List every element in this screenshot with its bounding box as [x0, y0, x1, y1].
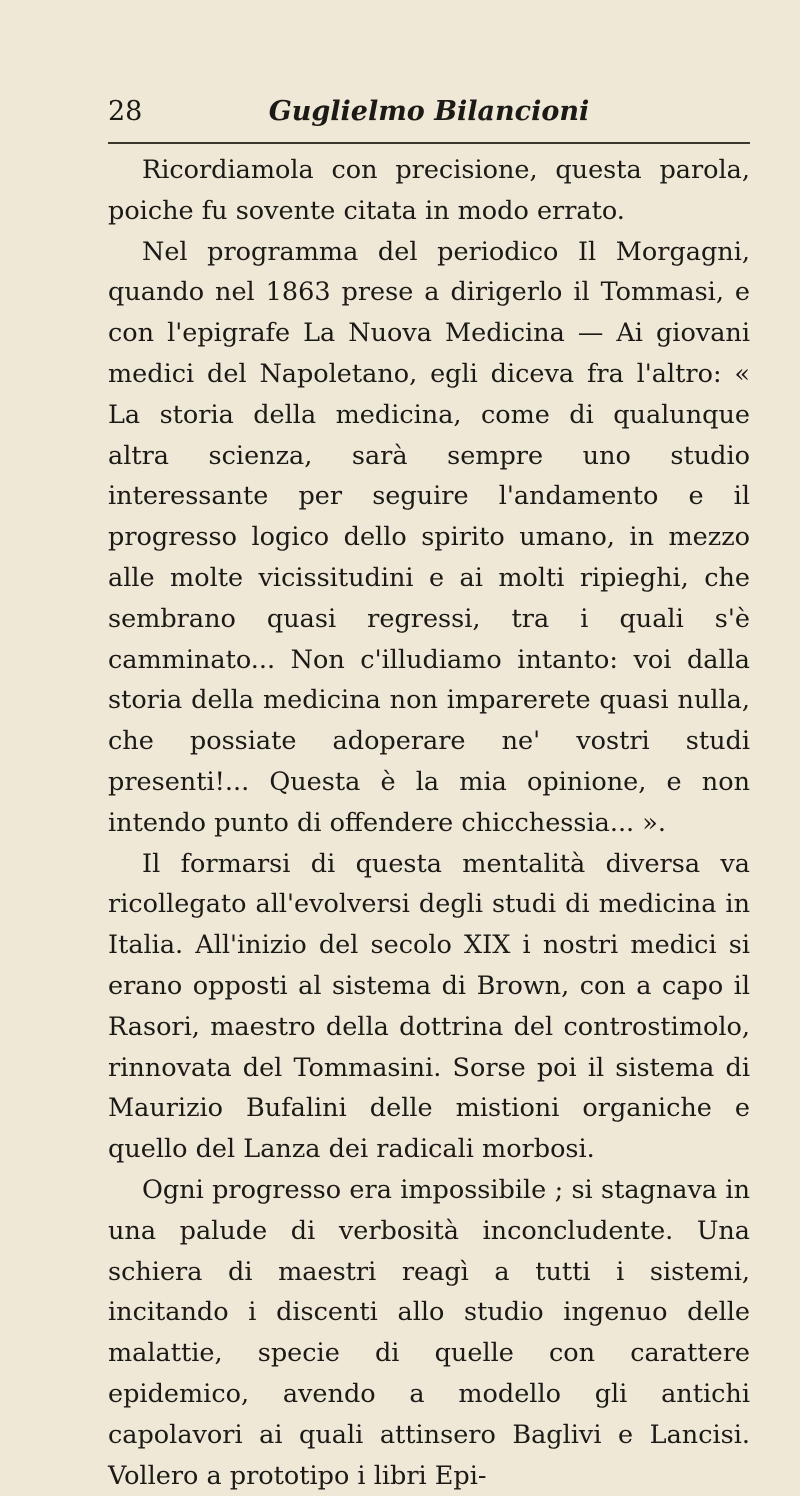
paragraph: Nel programma del periodico Il Morgagni, quando nel 1863 prese a dirigerlo il Tommasi, e con l'epigrafe La Nuova Medicina — Ai giovani medici del Napoletano, egli diceva fra l'altro: « La storia della medicina, come di qualunque altra scienza, sarà sempre uno studio interessante per seguire l'andamento e il progresso logico dello spirito umano, in mezzo alle molte vicissitudini e ai molti ripieghi, che sembrano quasi regressi, tra i quali s'è camminato... Non c'illudiamo intanto: voi dalla storia della medicina non imparerete quasi nulla, che possiate adoperare ne' vostri studi presenti!... Questa è la mia opinione, e non intendo punto di offendere chicchessia... ».	[108, 236, 750, 838]
page-header	[108, 96, 750, 136]
paragraph: Ricordiamola con precisione, questa parola, poiche fu sovente citata in modo errato.	[108, 155, 750, 226]
paragraph: Ogni progresso era impossibile ; si stagnava in una palude di verbosità inconcludente. Una schiera di maestri reagì a tutti i sistemi, incitando i discenti allo studio ingenuo delle malattie, specie di quelle con carattere epidemico, avendo a modello gli antichi capolavori ai quali attinsero Baglivi e Lancisi. Vollero a prototipo i libri Epi-	[108, 1174, 750, 1491]
running-head: Guglielmo Bilancioni	[268, 96, 590, 127]
body-text	[108, 150, 750, 1496]
paragraph: Il formarsi di questa mentalità diversa va ricollegato all'evolversi degli studi di medicina in Italia. All'inizio del secolo XIX i nostri medici si erano opposti al sistema di Brown, con a capo il Rasori, maestro della dottrina del controstimolo, rinnovata del Tommasini. Sorse poi il sistema di Maurizio Bufalini delle mistioni organiche e quello del Lanza dei radicali morbosi.	[108, 848, 750, 1165]
page-number: 28	[108, 96, 143, 127]
header-rule	[108, 142, 750, 144]
